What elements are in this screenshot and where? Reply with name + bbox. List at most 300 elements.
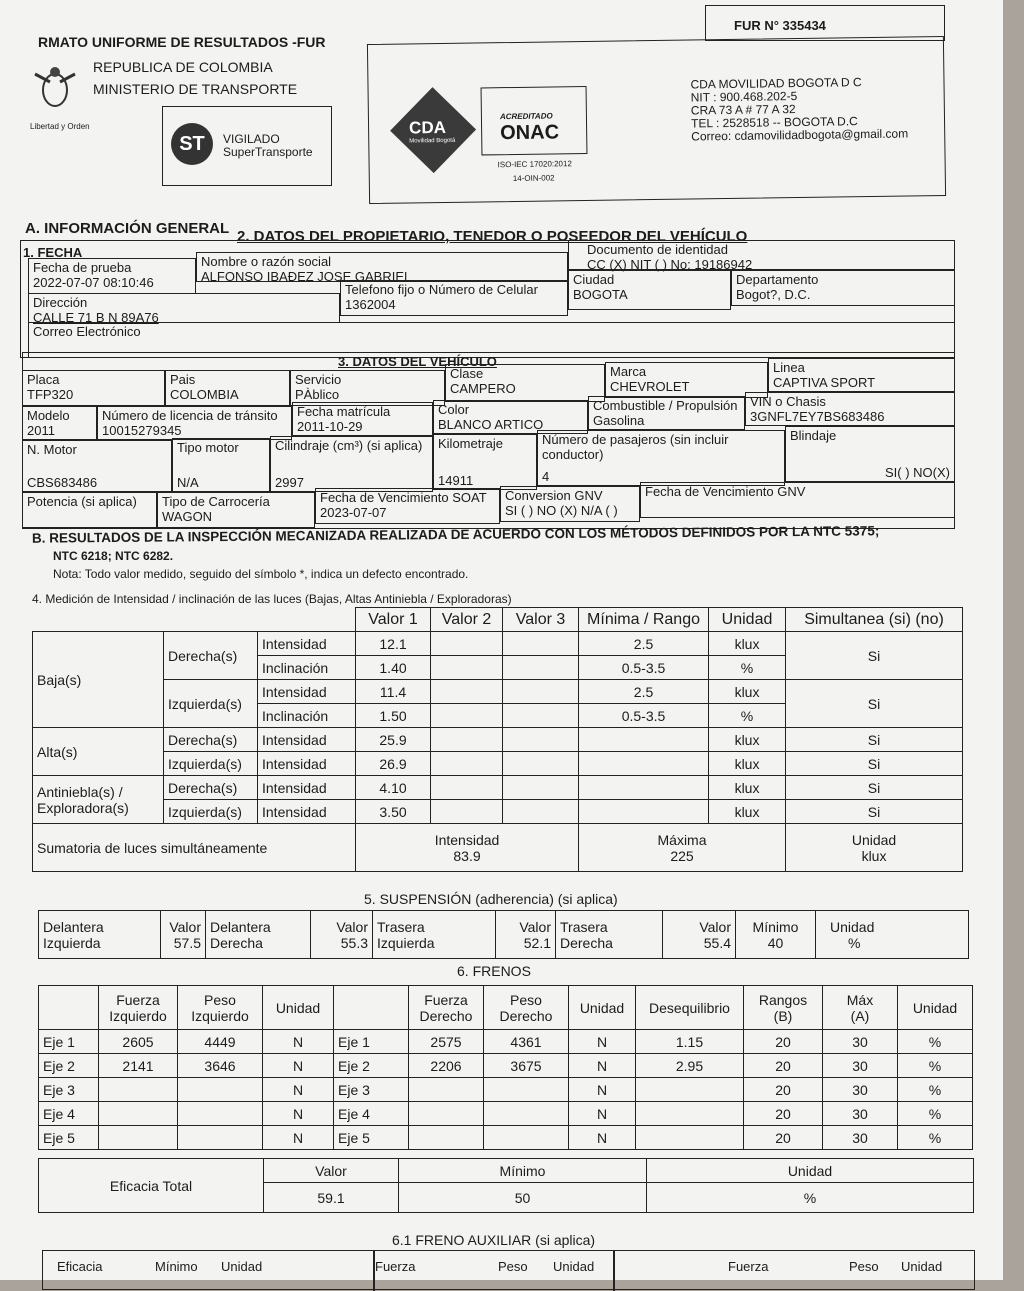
- brake-deseq: 1.15: [636, 1030, 744, 1054]
- vehicle-field-label: Número de pasajeros (sin incluir conductor): [542, 432, 729, 462]
- light-v2: [431, 800, 503, 824]
- brake-pd: [484, 1078, 569, 1102]
- light-side: Izquierda(s): [164, 800, 258, 824]
- lights-sum-row: [33, 824, 963, 872]
- brake-fi: 2605: [99, 1030, 178, 1054]
- brake-pd: 3675: [484, 1054, 569, 1078]
- brake-eje2: Eje 2: [334, 1054, 409, 1078]
- suspension-unit: %: [848, 934, 861, 951]
- light-v2: [431, 728, 503, 752]
- aux-brake-title: 6.1 FRENO AUXILIAR (si aplica): [392, 1232, 596, 1248]
- vehicle-field-label: Tipo de Carrocería: [162, 494, 270, 509]
- brake-ui: N: [263, 1102, 334, 1126]
- suspension-value-cell: Valor 57.5: [161, 911, 206, 959]
- light-v1: 3.50: [356, 800, 431, 824]
- light-group: Alta(s): [33, 728, 164, 776]
- light-measure: Intensidad: [258, 680, 356, 704]
- vehicle-field: [433, 400, 588, 434]
- light-v3: [503, 776, 579, 800]
- brake-row: [39, 1054, 973, 1078]
- lights-title: 4. Medición de Intensidad / inclinación de las luces (Bajas, Altas Antiniebla / Exploradoras): [32, 592, 512, 606]
- vehicle-title: 3. DATOS DEL VEHÍCULO: [338, 354, 497, 369]
- vehicle-field: [172, 438, 270, 492]
- brake-eje: Eje 2: [39, 1054, 99, 1078]
- vehicle-field-label: Color: [438, 402, 470, 417]
- light-v3: [503, 800, 579, 824]
- results-note: Nota: Todo valor medido, seguido del símbolo *, indica un defecto encontrado.: [53, 567, 469, 581]
- light-min: 2.5: [579, 632, 709, 656]
- lights-row: [33, 632, 963, 656]
- sum-unit-cell: Unidad klux: [786, 824, 963, 872]
- light-unit: klux: [709, 728, 786, 752]
- lights-row: [33, 776, 963, 800]
- light-group: Antiniebla(s) / Exploradora(s): [33, 776, 164, 824]
- light-simultaneous: Si: [786, 776, 963, 800]
- vehicle-field-label: Clase: [450, 366, 484, 381]
- iso-label: ISO-IEC 17020:2012: [497, 159, 572, 170]
- brakes-table: [38, 985, 973, 1150]
- aux-header: Peso: [849, 1259, 879, 1274]
- st-logo: ST: [171, 123, 213, 165]
- vehicle-field: [500, 486, 640, 522]
- brake-ud: N: [569, 1078, 636, 1102]
- aux-header: Mínimo: [155, 1259, 198, 1274]
- light-unit: klux: [709, 632, 786, 656]
- brake-max: 30: [823, 1030, 898, 1054]
- aux-header: Unidad: [221, 1259, 263, 1274]
- documento-cell: Documento de identidad CC (X) NIT ( ) No: 19186942: [568, 240, 955, 270]
- suspension-row: [39, 911, 969, 959]
- light-measure: Inclinación: [258, 656, 356, 680]
- light-measure: Intensidad: [258, 776, 356, 800]
- header-unidad: Unidad: [709, 608, 786, 632]
- light-v1: 4.10: [356, 776, 431, 800]
- lights-row: [33, 800, 963, 824]
- brakes-title: 6. FRENOS: [457, 963, 531, 979]
- vehicle-field-label: Blindaje: [790, 428, 837, 443]
- sum-max-cell: Máxima 225: [579, 824, 786, 872]
- brake-ud: N: [569, 1054, 636, 1078]
- lights-table: [32, 607, 963, 872]
- brake-deseq: 2.95: [636, 1054, 744, 1078]
- light-unit: %: [709, 704, 786, 728]
- light-side: Izquierda(s): [164, 680, 258, 728]
- light-v2: [431, 680, 503, 704]
- brake-fd: [409, 1078, 484, 1102]
- brake-eje2: Eje 3: [334, 1078, 409, 1102]
- supertransporte-box: [162, 106, 332, 186]
- vehicle-field-label: Número de licencia de tránsito: [102, 408, 278, 423]
- header-minima: Mínima / Rango: [579, 608, 709, 632]
- vehicle-field: [315, 488, 500, 524]
- light-min: [579, 752, 709, 776]
- eficacia-valor: 59.1: [264, 1183, 399, 1213]
- vehicle-field-label: Potencia (si aplica): [27, 494, 137, 509]
- fecha-prueba-value: 2022-07-07 08:10:46: [33, 275, 154, 290]
- vehicle-field-label: Conversion GNV: [505, 488, 603, 503]
- light-measure: Inclinación: [258, 704, 356, 728]
- brake-fd: [409, 1126, 484, 1150]
- brake-rango: 20: [744, 1102, 823, 1126]
- suspension-value-cell: Valor 52.1: [496, 911, 556, 959]
- light-v1: 12.1: [356, 632, 431, 656]
- vehicle-field-value: Gasolina: [593, 413, 645, 428]
- brake-pd: [484, 1102, 569, 1126]
- brake-ud: N: [569, 1030, 636, 1054]
- nombre-cell: Nombre o razón social ALFONSO IBAÐEZ JOSE GABRIEL: [196, 252, 568, 282]
- ciudad-cell: Ciudad BOGOTA: [568, 270, 731, 310]
- vehicle-field: [785, 426, 955, 482]
- vehicle-field-value: PÀblico: [295, 387, 340, 402]
- vehicle-field-label: Pais: [170, 372, 196, 387]
- suspension-value: 52.1: [523, 934, 551, 951]
- vehicle-field: [22, 492, 157, 528]
- vehicle-field-label: Fecha de Vencimiento GNV: [645, 484, 806, 499]
- light-v3: [503, 656, 579, 680]
- vehicle-field: [97, 406, 292, 440]
- vehicle-field-value: SI( ) NO(X): [885, 465, 950, 480]
- brake-eje2: Eje 5: [334, 1126, 409, 1150]
- vehicle-field: [165, 370, 290, 406]
- suspension-min-cell: Mínimo 40: [736, 911, 816, 959]
- vehicle-field-label: Kilometraje: [438, 436, 504, 451]
- vehicle-field: [537, 430, 785, 486]
- brake-max: 30: [823, 1078, 898, 1102]
- vehicle-field-value: SI ( ) NO (X) N/A ( ): [505, 503, 618, 518]
- vehicle-field-label: Marca: [610, 364, 647, 379]
- brake-rango: 20: [744, 1126, 823, 1150]
- suspension-value-cell: Valor 55.4: [663, 911, 736, 959]
- onac-acreditado: ACREDITADO: [499, 111, 553, 122]
- header-valor-3: Valor 3: [503, 608, 579, 632]
- light-side: Izquierda(s): [164, 752, 258, 776]
- brake-unit: %: [898, 1102, 973, 1126]
- suspension-title: 5. SUSPENSIÓN (adherencia) (si aplica): [364, 891, 618, 907]
- brake-rango: 20: [744, 1054, 823, 1078]
- light-group: Baja(s): [33, 632, 164, 728]
- departamento-cell: Departamento Bogot?, D.C.: [731, 270, 955, 306]
- brake-ui: N: [263, 1078, 334, 1102]
- suspension-position: Trasera Izquierda: [373, 911, 496, 959]
- brake-unit: %: [898, 1126, 973, 1150]
- vehicle-field-label: Fecha de Vencimiento SOAT: [320, 490, 487, 505]
- light-v2: [431, 632, 503, 656]
- light-v2: [431, 656, 503, 680]
- vehicle-field: [270, 436, 433, 492]
- brake-row: [39, 1102, 973, 1126]
- light-v2: [431, 704, 503, 728]
- light-simultaneous: Si: [786, 752, 963, 776]
- brake-deseq: [636, 1126, 744, 1150]
- light-v2: [431, 776, 503, 800]
- aux-header: Fuerza: [728, 1259, 769, 1274]
- brake-pi: [178, 1102, 263, 1126]
- vehicle-field-value: WAGON: [162, 509, 213, 524]
- cda-name: CDA MOVILIDAD BOGOTA D C: [690, 75, 862, 92]
- vehicle-field: [605, 362, 768, 398]
- light-v1: 11.4: [356, 680, 431, 704]
- light-v1: 1.50: [356, 704, 431, 728]
- vehicle-field-value: CHEVROLET: [610, 379, 690, 394]
- light-v3: [503, 728, 579, 752]
- vehicle-field: [22, 370, 165, 406]
- brake-pd: 4361: [484, 1030, 569, 1054]
- light-measure: Intensidad: [258, 752, 356, 776]
- results-title-2: NTC 6218; NTC 6282.: [53, 549, 174, 563]
- brake-ui: N: [263, 1054, 334, 1078]
- lights-row: [33, 728, 963, 752]
- brake-deseq: [636, 1078, 744, 1102]
- sum-max: 225: [670, 847, 694, 864]
- vehicle-field-label: Linea: [773, 360, 805, 375]
- suspension-position: Trasera Derecha: [556, 911, 663, 959]
- telefono-value: 1362004: [345, 297, 396, 312]
- suspension-value: 55.4: [703, 934, 731, 951]
- ministry-label: MINISTERIO DE TRANSPORTE: [93, 81, 298, 97]
- brake-ui: N: [263, 1030, 334, 1054]
- sum-label: Sumatoria de luces simultáneamente: [33, 824, 356, 872]
- suspension-unit-cell: Unidad %: [816, 911, 969, 959]
- brake-row: [39, 1030, 973, 1054]
- sum-intensity: 83.9: [453, 847, 481, 864]
- light-simultaneous: Si: [786, 632, 963, 680]
- brake-max: 30: [823, 1102, 898, 1126]
- light-simultaneous: Si: [786, 680, 963, 728]
- cda-info-box: [367, 36, 946, 204]
- vehicle-field-label: Modelo: [27, 408, 70, 423]
- eficacia-unidad: %: [647, 1183, 974, 1213]
- vehicle-field: [22, 406, 97, 440]
- brake-eje2: Eje 1: [334, 1030, 409, 1054]
- brake-rango: 20: [744, 1078, 823, 1102]
- brake-eje2: Eje 4: [334, 1102, 409, 1126]
- light-measure: Intensidad: [258, 800, 356, 824]
- light-unit: %: [709, 656, 786, 680]
- brake-fi: [99, 1078, 178, 1102]
- vehicle-field-value: 4: [542, 469, 550, 484]
- fecha-title: 1. FECHA: [23, 245, 83, 260]
- vehicle-field-value: 10015279345: [102, 423, 182, 438]
- brake-fd: [409, 1102, 484, 1126]
- republic-label: REPUBLICA DE COLOMBIA: [93, 59, 273, 75]
- documento-value: CC (X) NIT ( ) No: 19186942: [587, 257, 753, 272]
- light-v3: [503, 680, 579, 704]
- vehicle-field-label: Fecha matrícula: [297, 404, 391, 419]
- brake-max: 30: [823, 1126, 898, 1150]
- onac-code: 14-OIN-002: [512, 173, 555, 184]
- light-min: 0.5-3.5: [579, 656, 709, 680]
- vehicle-field: [157, 492, 315, 528]
- eficacia-minimo: 50: [399, 1183, 647, 1213]
- vehicle-field: [433, 434, 537, 490]
- vehicle-field: [640, 482, 955, 518]
- lights-row: [33, 752, 963, 776]
- suspension-min: 40: [767, 934, 784, 951]
- light-min: [579, 776, 709, 800]
- suspension-table: [38, 910, 969, 959]
- header-valor-1: Valor 1: [356, 608, 431, 632]
- brake-eje: Eje 5: [39, 1126, 99, 1150]
- brake-ud: N: [569, 1126, 636, 1150]
- brake-pi: 3646: [178, 1054, 263, 1078]
- onac-label: ONAC: [500, 121, 560, 145]
- brake-eje: Eje 1: [39, 1030, 99, 1054]
- light-v2: [431, 752, 503, 776]
- vehicle-field-value: 3GNFL7EY7BS683486: [750, 409, 885, 424]
- telefono-cell: Telefono fijo o Número de Celular 1362004: [340, 280, 568, 316]
- owner-section-title: 2. DATOS DEL PROPIETARIO, TENEDOR O POSEEDOR DEL VEHÍCULO: [237, 228, 748, 245]
- vehicle-field-value: TFP320: [27, 387, 74, 402]
- brake-row: [39, 1126, 973, 1150]
- cda-address: CRA 73 A # 77 A 32: [690, 102, 796, 118]
- light-side: Derecha(s): [164, 632, 258, 680]
- results-title: B. RESULTADOS DE LA INSPECCIÓN MECANIZADA REALIZADA DE ACUERDO CON LOS MÉTODOS DEFINIDOS POR LA NTC 5375;: [31, 523, 880, 546]
- brake-max: 30: [823, 1054, 898, 1078]
- sum-intensity-cell: Intensidad 83.9: [356, 824, 579, 872]
- direccion-value: CALLE 71 B N 89A76: [33, 310, 159, 325]
- suspension-value-cell: Valor 55.3: [311, 911, 373, 959]
- cda-tel: TEL : 2528518 -- BOGOTA D.C: [690, 114, 858, 131]
- vehicle-field-value: COLOMBIA: [170, 387, 239, 402]
- brake-eje: Eje 4: [39, 1102, 99, 1126]
- aux-header: Eficacia: [57, 1259, 103, 1274]
- vehicle-field: [445, 364, 605, 402]
- cda-details: [690, 75, 908, 143]
- aux-header: Peso: [498, 1259, 528, 1274]
- brake-eje: Eje 3: [39, 1078, 99, 1102]
- light-side: Derecha(s): [164, 776, 258, 800]
- vehicle-field: [588, 396, 745, 430]
- lights-header-row: [33, 608, 963, 632]
- vehicle-field: [292, 402, 433, 436]
- suspension-value: 55.3: [340, 934, 368, 951]
- coat-motto: Libertad y Orden: [30, 122, 90, 131]
- vehicle-field-label: VIN o Chasis: [750, 394, 826, 409]
- vehicle-field: [22, 440, 172, 492]
- brake-unit: %: [898, 1078, 973, 1102]
- light-unit: klux: [709, 776, 786, 800]
- light-v3: [503, 704, 579, 728]
- brakes-header-row: Fuerza Izquierdo Peso Izquierdo Unidad Fuerza Derecho Peso Derecho Unidad Desequilibrio Rangos (B) Máx (A) Unidad: [39, 986, 973, 1030]
- correo-cell: Correo Electrónico: [28, 322, 955, 358]
- brake-pi: [178, 1078, 263, 1102]
- vehicle-field: [768, 358, 955, 392]
- sum-unit: klux: [861, 847, 887, 864]
- vehicle-field-label: Cilindraje (cm³) (si aplica): [275, 438, 423, 453]
- vehicle-field-value: 2011: [27, 423, 55, 438]
- header-valor-2: Valor 2: [431, 608, 503, 632]
- light-simultaneous: Si: [786, 728, 963, 752]
- suspension-position: Delantera Derecha: [206, 911, 311, 959]
- vehicle-field-label: Tipo motor: [177, 440, 239, 455]
- vehicle-field-value: N/A: [177, 475, 199, 490]
- supertransporte-label: SuperTransporte: [223, 145, 313, 159]
- light-v3: [503, 632, 579, 656]
- brake-unit: %: [898, 1054, 973, 1078]
- departamento-value: Bogot?, D.C.: [736, 287, 811, 302]
- light-v3: [503, 752, 579, 776]
- brake-pi: 4449: [178, 1030, 263, 1054]
- brake-ud: N: [569, 1102, 636, 1126]
- vehicle-field-label: N. Motor: [27, 442, 77, 457]
- light-measure: Intensidad: [258, 728, 356, 752]
- light-v1: 25.9: [356, 728, 431, 752]
- aux-header: Unidad: [553, 1259, 595, 1274]
- vehicle-field-value: 2997: [275, 475, 304, 490]
- brake-rango: 20: [744, 1030, 823, 1054]
- brake-ui: N: [263, 1126, 334, 1150]
- vehicle-field-value: 2023-07-07: [320, 505, 387, 520]
- cda-email: Correo: cdamovilidadbogota@gmail.com: [691, 126, 909, 144]
- fecha-prueba-cell: Fecha de prueba 2022-07-07 08:10:46: [28, 258, 196, 294]
- section-a-title: A. INFORMACIÓN GENERAL: [25, 220, 230, 237]
- brake-fi: [99, 1102, 178, 1126]
- coat-of-arms-icon: [30, 62, 80, 122]
- light-min: [579, 728, 709, 752]
- light-unit: klux: [709, 752, 786, 776]
- brake-deseq: [636, 1102, 744, 1126]
- light-min: 0.5-3.5: [579, 704, 709, 728]
- vehicle-field-value: CBS683486: [27, 475, 98, 490]
- vehicle-field: [290, 370, 445, 406]
- light-v1: 1.40: [356, 656, 431, 680]
- aux-header: Unidad: [901, 1259, 943, 1274]
- light-measure: Intensidad: [258, 632, 356, 656]
- brake-fd: 2575: [409, 1030, 484, 1054]
- cda-logo-text: CDA: [408, 117, 447, 138]
- brake-pd: [484, 1126, 569, 1150]
- vehicle-field-value: 2011-10-29: [297, 419, 363, 434]
- suspension-position: Delantera Izquierda: [39, 911, 161, 959]
- vehicle-field-value: CAPTIVA SPORT: [773, 375, 876, 390]
- light-unit: klux: [709, 680, 786, 704]
- direccion-cell: Dirección CALLE 71 B N 89A76: [28, 293, 340, 323]
- light-unit: klux: [709, 800, 786, 824]
- vehicle-field-label: Placa: [27, 372, 60, 387]
- light-v1: 26.9: [356, 752, 431, 776]
- cda-nit: NIT : 900.468.202-5: [690, 89, 798, 105]
- light-min: [579, 800, 709, 824]
- vehicle-field-label: Servicio: [295, 372, 342, 387]
- ciudad-value: BOGOTA: [573, 287, 628, 302]
- vehicle-field-label: Combustible / Propulsión: [593, 398, 738, 413]
- vehicle-field-value: BLANCO ARTICO: [438, 417, 544, 432]
- eficacia-label: Eficacia Total: [39, 1159, 264, 1213]
- vigilado-label: VIGILADO: [223, 132, 280, 146]
- brake-fd: 2206: [409, 1054, 484, 1078]
- brake-row: [39, 1078, 973, 1102]
- light-min: 2.5: [579, 680, 709, 704]
- brakes-efficacy-table: Eficacia Total Valor Mínimo Unidad 59.1 50 %: [38, 1158, 974, 1213]
- vehicle-field: [745, 392, 955, 426]
- brake-pi: [178, 1126, 263, 1150]
- aux-brake-table: [42, 1250, 975, 1290]
- onac-logo: [481, 86, 588, 155]
- aux-header: Fuerza: [375, 1259, 416, 1274]
- fur-number: FUR N° 335434: [734, 18, 826, 33]
- brake-fi: [99, 1126, 178, 1150]
- brake-unit: %: [898, 1030, 973, 1054]
- light-side: Derecha(s): [164, 728, 258, 752]
- form-title: RMATO UNIFORME DE RESULTADOS -FUR: [38, 34, 326, 50]
- cda-logo-sub: Movilidad Bogotá: [409, 137, 456, 145]
- header-simultanea: Simultanea (si) (no): [786, 608, 963, 632]
- lights-row: [33, 680, 963, 704]
- nombre-value: ALFONSO IBAÐEZ JOSE GABRIEL: [201, 269, 412, 284]
- vehicle-field-value: CAMPERO: [450, 381, 516, 396]
- brake-fi: 2141: [99, 1054, 178, 1078]
- light-simultaneous: Si: [786, 800, 963, 824]
